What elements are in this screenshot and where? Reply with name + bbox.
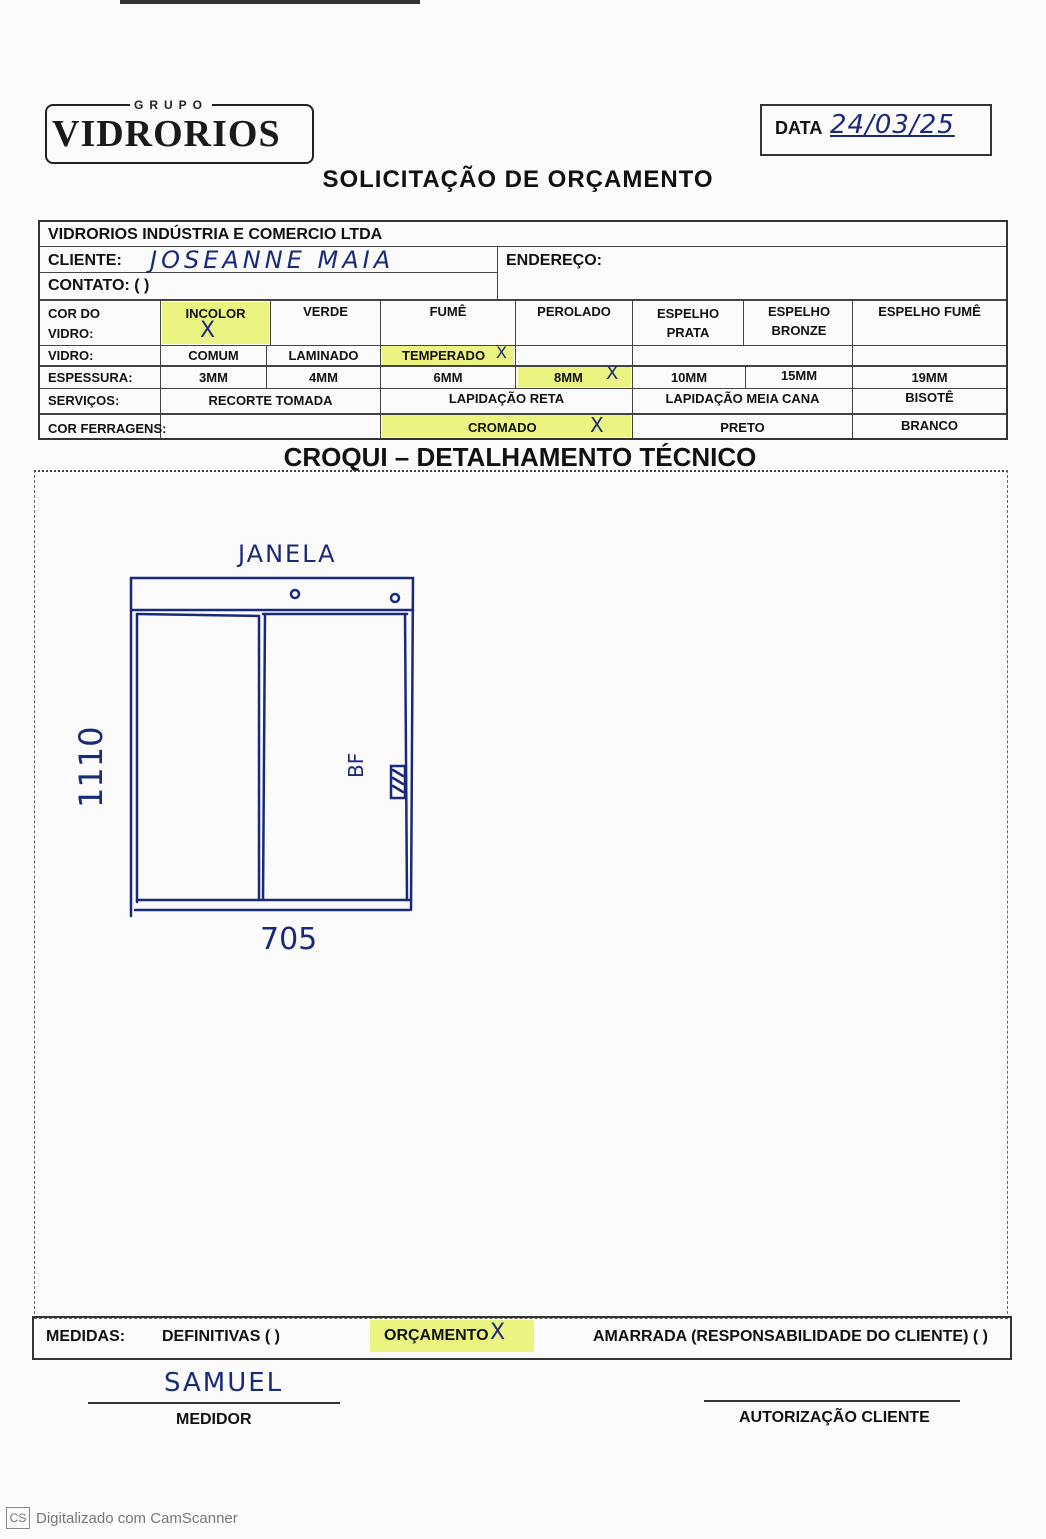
camscanner-icon: CS: [6, 1507, 30, 1529]
scanner-footer: Digitalizado com CamScanner: [36, 1510, 238, 1527]
option-orcamento[interactable]: ORÇAMENTO: [384, 1327, 489, 1344]
client-value: JOSEANNE MAIA: [150, 246, 395, 274]
option-4mm[interactable]: 4MM: [309, 370, 338, 385]
option-amarrada[interactable]: AMARRADA (RESPONSABILIDADE DO CLIENTE) ( ): [593, 1328, 988, 1345]
scan-edge: [120, 0, 420, 4]
measurer-label: MEDIDOR: [176, 1411, 252, 1428]
date-label: DATA: [775, 118, 823, 138]
height-dimension: 1110: [72, 726, 110, 808]
row-divider: [40, 299, 1006, 301]
col-divider: [632, 300, 633, 438]
option-incolor[interactable]: INCOLOR: [185, 306, 246, 321]
col-divider: [380, 300, 381, 438]
measurer-signature-line: [88, 1402, 340, 1404]
mark-cromado: X: [590, 413, 604, 437]
order-form-table: [38, 220, 1008, 440]
option-19mm[interactable]: 19MM: [911, 370, 948, 385]
option-comum[interactable]: COMUM: [188, 348, 239, 363]
option-3mm[interactable]: 3MM: [199, 370, 228, 385]
side-note: BF: [344, 752, 368, 778]
option-espelho-fume[interactable]: ESPELHO FUMÊ: [878, 304, 981, 319]
width-dimension: 705: [260, 922, 318, 957]
option-lapidacao-reta[interactable]: LAPIDAÇÃO RETA: [448, 391, 565, 406]
option-preto[interactable]: PRETO: [720, 420, 765, 435]
document-title: [0, 166, 1046, 194]
option-laminado[interactable]: LAMINADO: [288, 348, 359, 363]
option-lapidacao-meia-cana[interactable]: LAPIDAÇÃO MEIA CANA: [665, 391, 820, 406]
option-espelho-prata[interactable]: ESPELHO PRATA: [656, 306, 720, 340]
mark-orcamento: X: [490, 1320, 506, 1345]
mark-incolor: X: [200, 318, 216, 343]
hardware-color-label: COR FERRAGENS:: [48, 421, 167, 436]
col-divider: [743, 300, 744, 345]
client-signature-line: [704, 1400, 960, 1402]
date-value: 24/03/25: [830, 110, 955, 140]
address-label: ENDEREÇO:: [506, 252, 603, 269]
row-divider: [40, 345, 1006, 346]
option-15mm[interactable]: 15MM: [780, 368, 818, 383]
option-definitivas[interactable]: DEFINITIVAS ( ): [162, 1328, 280, 1345]
thickness-label: ESPESSURA:: [48, 370, 133, 385]
logo-name: VIDRORIOS: [52, 113, 281, 155]
option-temperado[interactable]: TEMPERADO: [402, 348, 486, 363]
services-label: SERVIÇOS:: [48, 393, 120, 408]
col-divider: [497, 246, 498, 300]
contact-label: CONTATO: ( ): [48, 277, 150, 294]
option-cromado[interactable]: CROMADO: [468, 420, 537, 435]
window-sketch: [125, 570, 425, 920]
measures-label: MEDIDAS:: [46, 1328, 126, 1345]
client-authorization-label: AUTORIZAÇÃO CLIENTE: [739, 1409, 930, 1426]
title-text: SOLICITAÇÃO DE ORÇAMENTO: [322, 166, 714, 193]
option-bisote[interactable]: BISOTÊ: [905, 390, 954, 405]
sketch-label: JANELA: [238, 540, 337, 568]
option-espelho-bronze[interactable]: ESPELHO BRONZE: [767, 304, 831, 338]
option-branco[interactable]: BRANCO: [900, 418, 959, 433]
option-6mm[interactable]: 6MM: [433, 370, 463, 385]
row-divider: [40, 388, 1006, 389]
option-verde[interactable]: VERDE: [303, 304, 348, 319]
glass-type-label: VIDRO:: [48, 348, 94, 363]
option-recorte-tomada[interactable]: RECORTE TOMADA: [208, 393, 333, 408]
option-10mm[interactable]: 10MM: [670, 370, 708, 385]
glass-color-label-line1: COR DO: [48, 306, 100, 321]
option-fume[interactable]: FUMÊ: [429, 304, 467, 319]
logo-group-text: GRUPO: [130, 98, 212, 112]
measurer-signature: SAMUEL: [164, 1368, 284, 1398]
company-name: VIDRORIOS INDÚSTRIA E COMERCIO LTDA: [48, 226, 383, 243]
glass-color-label-line2: VIDRO:: [48, 326, 94, 341]
mark-8mm: X: [606, 363, 619, 384]
option-8mm[interactable]: 8MM: [554, 370, 583, 385]
mark-temperado: X: [496, 343, 507, 362]
option-perolado[interactable]: PEROLADO: [537, 304, 611, 319]
client-label: CLIENTE:: [48, 252, 122, 269]
croqui-title: CROQUI – DETALHAMENTO TÉCNICO: [283, 442, 757, 472]
